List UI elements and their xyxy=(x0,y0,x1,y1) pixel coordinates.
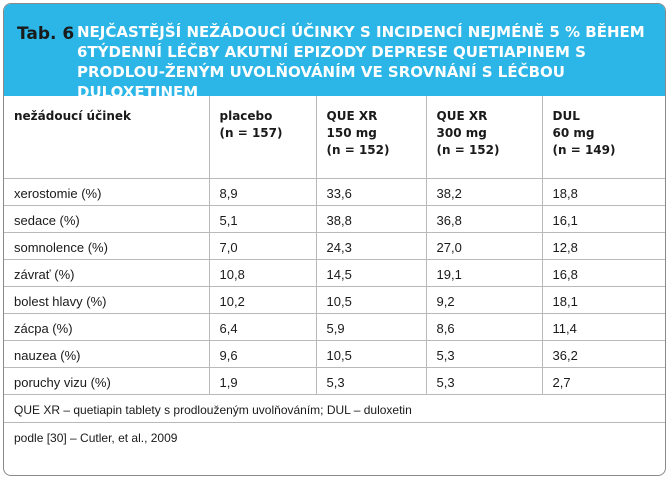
footnote-abbreviations: QUE XR – quetiapin tablety s prodlouženým uvolňováním; DUL – duloxetin xyxy=(4,394,665,422)
column-header xyxy=(316,96,426,178)
column-header-line: placebo xyxy=(219,109,273,123)
cell-value: 6,4 xyxy=(209,313,316,340)
row-label: nauzea (%) xyxy=(4,340,209,367)
column-header xyxy=(209,96,316,178)
table-row xyxy=(4,313,665,340)
cell-value: 9,6 xyxy=(209,340,316,367)
table-row xyxy=(4,367,665,394)
column-header-line: (n = 152) xyxy=(326,143,390,157)
cell-value: 24,3 xyxy=(316,232,426,259)
column-header xyxy=(542,96,665,178)
cell-value: 12,8 xyxy=(542,232,665,259)
table-row xyxy=(4,232,665,259)
data-table xyxy=(4,96,665,450)
row-label: zácpa (%) xyxy=(4,313,209,340)
cell-value: 5,3 xyxy=(426,367,542,394)
cell-value: 18,1 xyxy=(542,286,665,313)
column-header xyxy=(4,96,209,178)
column-header-line: QUE XR xyxy=(326,109,378,123)
cell-value: 11,4 xyxy=(542,313,665,340)
column-header xyxy=(426,96,542,178)
row-label: sedace (%) xyxy=(4,205,209,232)
cell-value: 16,8 xyxy=(542,259,665,286)
cell-value: 19,1 xyxy=(426,259,542,286)
cell-value: 10,2 xyxy=(209,286,316,313)
cell-value: 5,1 xyxy=(209,205,316,232)
cell-value: 5,3 xyxy=(426,340,542,367)
column-header-line: (n = 157) xyxy=(219,126,283,140)
footnote-row xyxy=(4,394,665,422)
table-row xyxy=(4,205,665,232)
cell-value: 16,1 xyxy=(542,205,665,232)
cell-value: 33,6 xyxy=(316,178,426,205)
table-row xyxy=(4,259,665,286)
table-header xyxy=(4,4,665,101)
cell-value: 10,5 xyxy=(316,286,426,313)
row-label: xerostomie (%) xyxy=(4,178,209,205)
cell-value: 8,6 xyxy=(426,313,542,340)
table-title: NEJČASTĚJŠÍ NEŽÁDOUCÍ ÚČINKY S INCIDENCÍ NEJMÉNĚ 5 % BĚHEM 6TÝDENNÍ LÉČBY AKUTNÍ EPIZODY DEPRESE QUETIAPINEM S PRODLOU-ŽENÝM UVOLŇOVÁNÍM VE SROVNÁNÍ S LÉČBOU DULOXETINEM xyxy=(77,23,645,101)
row-label: závrať (%) xyxy=(4,259,209,286)
column-header-line: QUE XR xyxy=(436,109,488,123)
footnote-row xyxy=(4,422,665,450)
cell-value: 1,9 xyxy=(209,367,316,394)
column-header-line: 150 mg xyxy=(326,126,377,140)
cell-value: 5,9 xyxy=(316,313,426,340)
column-header-line: DUL xyxy=(552,109,580,123)
table-card xyxy=(3,3,666,476)
column-header-line: (n = 152) xyxy=(436,143,500,157)
footnote-source: podle [30] – Cutler, et al., 2009 xyxy=(14,431,178,446)
table-row xyxy=(4,286,665,313)
cell-value: 7,0 xyxy=(209,232,316,259)
cell-value: 2,7 xyxy=(542,367,665,394)
cell-value: 36,8 xyxy=(426,205,542,232)
column-header-line: 300 mg xyxy=(436,126,487,140)
cell-value: 36,2 xyxy=(542,340,665,367)
cell-value: 18,8 xyxy=(542,178,665,205)
cell-value: 27,0 xyxy=(426,232,542,259)
table-number: Tab. 6 xyxy=(17,24,75,44)
cell-value: 5,3 xyxy=(316,367,426,394)
cell-value: 9,2 xyxy=(426,286,542,313)
column-header-line: 60 mg xyxy=(552,126,595,140)
column-header-row xyxy=(4,96,665,178)
column-header-line: nežádoucí účinek xyxy=(14,109,131,123)
cell-value: 8,9 xyxy=(209,178,316,205)
cell-value: 10,8 xyxy=(209,259,316,286)
cell-value: 10,5 xyxy=(316,340,426,367)
row-label: bolest hlavy (%) xyxy=(4,286,209,313)
cell-value: 38,2 xyxy=(426,178,542,205)
table-row xyxy=(4,340,665,367)
row-label: somnolence (%) xyxy=(4,232,209,259)
cell-value: 38,8 xyxy=(316,205,426,232)
table-row xyxy=(4,178,665,205)
cell-value: 14,5 xyxy=(316,259,426,286)
column-header-line: (n = 149) xyxy=(552,143,616,157)
row-label: poruchy vizu (%) xyxy=(4,367,209,394)
